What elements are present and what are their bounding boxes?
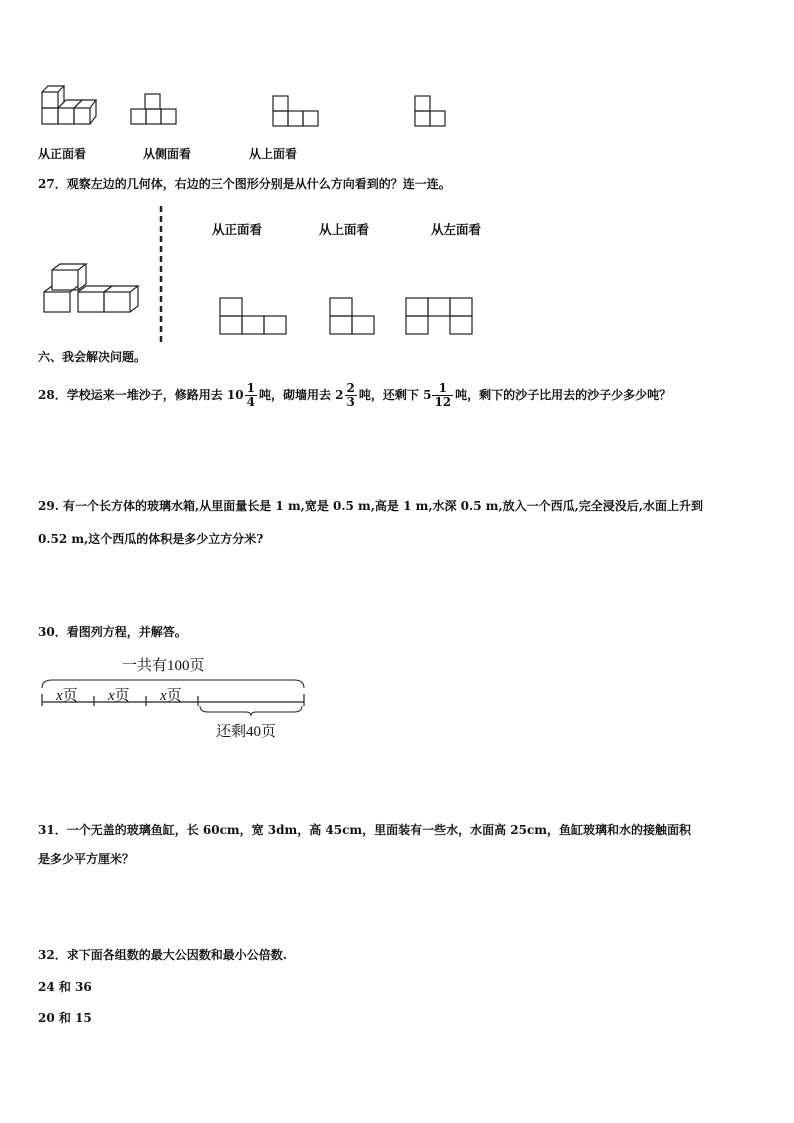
segment-unit-1: 页 xyxy=(62,688,78,704)
solid-figure-top xyxy=(38,84,102,130)
q28-frac2-den: 3 xyxy=(346,395,355,409)
q27-view-front xyxy=(218,296,290,336)
view-figure-top xyxy=(414,94,454,134)
segment-var-3: x xyxy=(160,688,167,704)
q32-item-2: 20 和 15 xyxy=(38,1011,92,1025)
q28-frac3-whole: 5 xyxy=(423,388,432,402)
question-27: 27．观察左边的几何体，右边的三个图形分别是从什么方向看到的？连一连。 xyxy=(38,177,451,191)
view-label-side: 从侧面看 xyxy=(143,147,192,161)
q27-view-top xyxy=(328,296,378,336)
segment-unit-3: 页 xyxy=(166,688,182,704)
question-30: 30．看图列方程，并解答。 xyxy=(38,625,187,639)
q28-text-mid1: 吨，砌墙用去 xyxy=(258,388,331,402)
q28-fraction-3 xyxy=(432,382,453,409)
q28-frac3-num: 1 xyxy=(432,382,453,396)
q28-frac2-whole: 2 xyxy=(335,388,344,402)
q27-label-left: 从左面看 xyxy=(431,222,482,237)
q28-frac1-num: 1 xyxy=(246,381,255,395)
q27-view-left xyxy=(404,296,476,336)
section-6-title: 六、我会解决问题。 xyxy=(38,350,147,364)
question-31-line-1: 31．一个无盖的玻璃鱼缸，长 60cm，宽 3dm，高 45cm，里面装有一些水，水面高 25cm，鱼缸玻璃和水的接触面积 xyxy=(38,823,691,837)
segment-label-3 xyxy=(160,684,182,705)
question-29-line-2: 0.52 m,这个西瓜的体积是多少立方分米? xyxy=(38,532,264,546)
q28-fraction-2 xyxy=(345,382,357,409)
q28-text-pre: 28．学校运来一堆沙子，修路用去 xyxy=(38,388,223,402)
segment-unit-2: 页 xyxy=(114,688,130,704)
view-figure-side xyxy=(272,94,322,130)
q28-frac1-den: 4 xyxy=(246,395,255,409)
q28-text-post: 吨，剩下的沙子比用去的沙子少多少吨？ xyxy=(455,388,672,402)
q28-text-mid2: 吨，还剩下 xyxy=(358,388,419,402)
segment-var-2: x xyxy=(108,688,115,704)
q28-frac1-whole: 10 xyxy=(226,388,244,402)
dashed-divider xyxy=(158,204,164,348)
q27-label-front: 从正面看 xyxy=(212,222,263,237)
question-32: 32．求下面各组数的最大公因数和最小公倍数. xyxy=(38,948,287,962)
view-label-top: 从上面看 xyxy=(249,147,298,161)
view-label-front: 从正面看 xyxy=(38,147,87,161)
q28-frac3-den: 12 xyxy=(434,395,452,409)
q28-frac2-num: 2 xyxy=(346,381,355,395)
question-31-line-2: 是多少平方厘米？ xyxy=(38,852,135,866)
solid-figure-q27 xyxy=(40,262,140,318)
q28-fraction-1 xyxy=(245,382,257,409)
segment-var-1: x xyxy=(56,688,63,704)
diagram-total-label: 一共有100页 xyxy=(122,658,205,674)
segment-label-2 xyxy=(108,684,130,705)
view-figure-front xyxy=(130,92,180,128)
q32-item-1: 24 和 36 xyxy=(38,980,92,994)
diagram-remaining-label: 还剩40页 xyxy=(216,724,277,740)
segment-label-1 xyxy=(56,684,78,705)
question-29-line-1: 29. 有一个长方体的玻璃水箱,从里面量长是 1 m,宽是 0.5 m,高是 1 m,水深 0.5 m,放入一个西瓜,完全浸没后,水面上升到 xyxy=(38,499,703,513)
question-28 xyxy=(38,380,671,410)
q27-label-top: 从上面看 xyxy=(319,222,370,237)
